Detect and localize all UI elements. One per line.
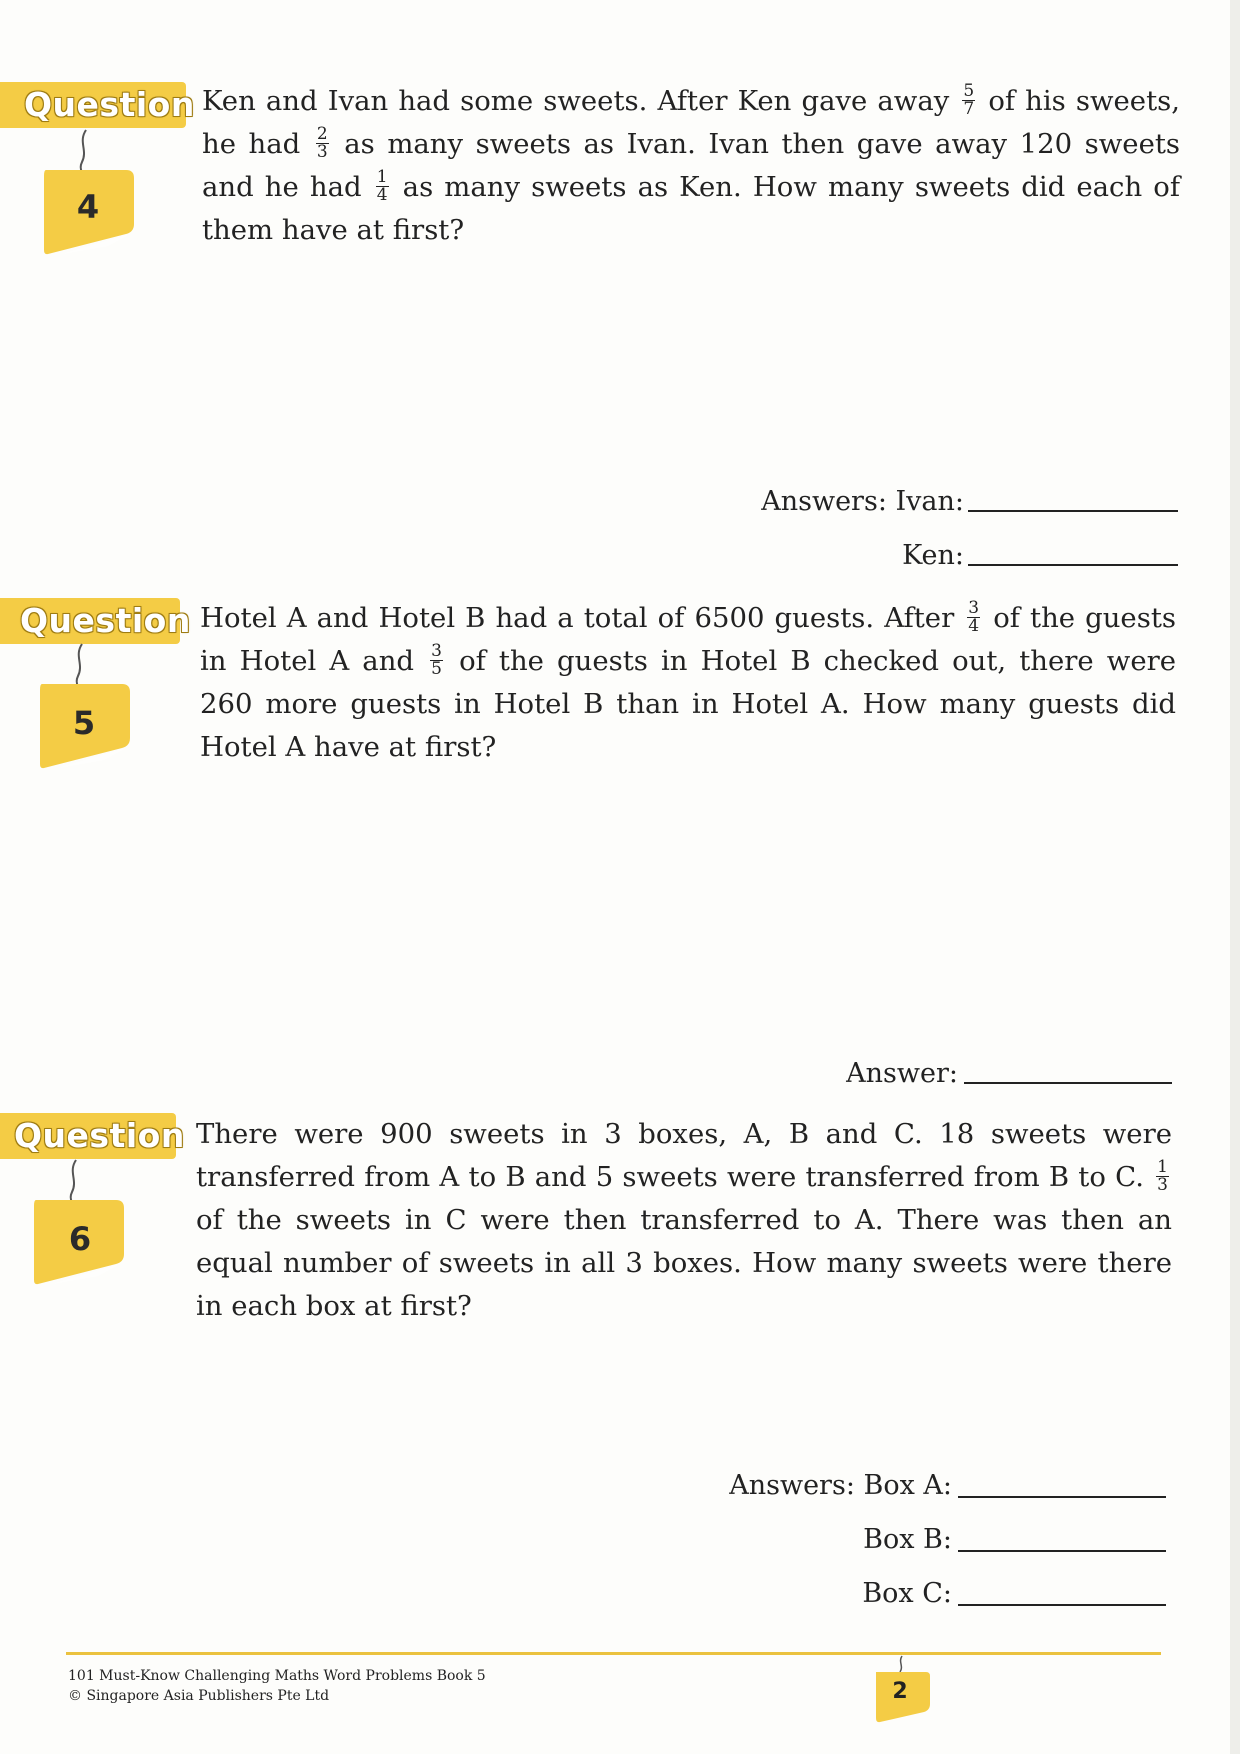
footer-rule xyxy=(66,1652,1161,1655)
fraction-denominator: 3 xyxy=(1157,1175,1168,1195)
fraction-denominator: 5 xyxy=(431,659,442,679)
question-4-label: Question xyxy=(0,82,186,128)
page-edge xyxy=(1230,0,1240,1754)
answer-label-box-a: Answers: Box A: xyxy=(729,1470,952,1501)
fraction-denominator: 7 xyxy=(963,99,975,119)
question-6-text-part: of the sweets in C were then transferred to A. There was then an equal number of sweets in all 3 boxes. How many sweets were there in each box at first? xyxy=(196,1204,1172,1322)
answer-label-ivan: Answers: Ivan: xyxy=(761,486,964,517)
answer-label-ken: Ken: xyxy=(902,540,964,571)
fraction-numerator: 2 xyxy=(316,124,328,144)
fraction-denominator: 4 xyxy=(968,616,980,636)
fraction xyxy=(962,83,975,118)
question-5-text-part: Hotel A and Hotel B had a total of 6500 guests. After xyxy=(200,602,955,634)
answer-blank-box-c[interactable] xyxy=(958,1604,1166,1606)
fraction-numerator: 1 xyxy=(376,167,388,187)
footer-book-title: 101 Must-Know Challenging Maths Word Problems Book 5 xyxy=(68,1668,486,1684)
question-6-text xyxy=(196,1113,1172,1328)
question-6-text-part: There were 900 sweets in 3 boxes, A, B and C. 18 sweets were transferred from A to B and 5 sweets were transferred from B to C. xyxy=(196,1118,1172,1193)
question-4-number: 4 xyxy=(76,188,100,226)
answer-label-box-b: Box B: xyxy=(863,1524,952,1555)
question-5-text-part: of the guests in Hotel A and xyxy=(200,602,1176,677)
fraction xyxy=(376,169,389,204)
fraction-numerator: 3 xyxy=(431,641,442,661)
answer-blank-ken[interactable] xyxy=(968,564,1178,566)
fraction xyxy=(1156,1159,1169,1194)
question-6-number: 6 xyxy=(68,1220,92,1258)
footer-copyright: © Singapore Asia Publishers Pte Ltd xyxy=(68,1688,330,1704)
question-5-label: Question xyxy=(0,598,180,644)
fraction-denominator: 3 xyxy=(316,142,328,162)
question-4-text-part: as many sweets as Ken. How many sweets did each of them have at first? xyxy=(202,171,1181,246)
answer-blank-ivan[interactable] xyxy=(968,510,1178,512)
question-5-text-part: of the guests in Hotel B checked out, there were 260 more guests in Hotel B than in Hotel A. How many guests did Hotel A have at first? xyxy=(200,645,1177,763)
answer-label: Answer: xyxy=(846,1058,958,1089)
question-4-text-part: of his sweets, he had xyxy=(202,85,1180,160)
answer-label-box-c: Box C: xyxy=(862,1578,952,1609)
fraction-numerator: 3 xyxy=(968,598,980,618)
page-number: 2 xyxy=(892,1679,908,1704)
fraction xyxy=(316,126,329,161)
question-4-text-part: Ken and Ivan had some sweets. After Ken gave away xyxy=(202,85,950,117)
question-4-text-part: as many sweets as Ivan. Ivan then gave away 120 sweets and he had xyxy=(202,128,1181,203)
fraction-numerator: 1 xyxy=(1157,1157,1168,1177)
question-4-text xyxy=(202,80,1180,252)
answer-blank-box-b[interactable] xyxy=(958,1550,1166,1552)
fraction xyxy=(430,643,443,678)
question-5-number: 5 xyxy=(72,704,96,742)
fraction-numerator: 5 xyxy=(963,81,975,101)
question-5-text xyxy=(200,597,1176,769)
fraction-denominator: 4 xyxy=(376,185,388,205)
answer-blank-box-a[interactable] xyxy=(958,1496,1166,1498)
question-6-label: Question xyxy=(0,1113,176,1159)
fraction xyxy=(967,600,980,635)
answer-blank[interactable] xyxy=(964,1082,1172,1084)
